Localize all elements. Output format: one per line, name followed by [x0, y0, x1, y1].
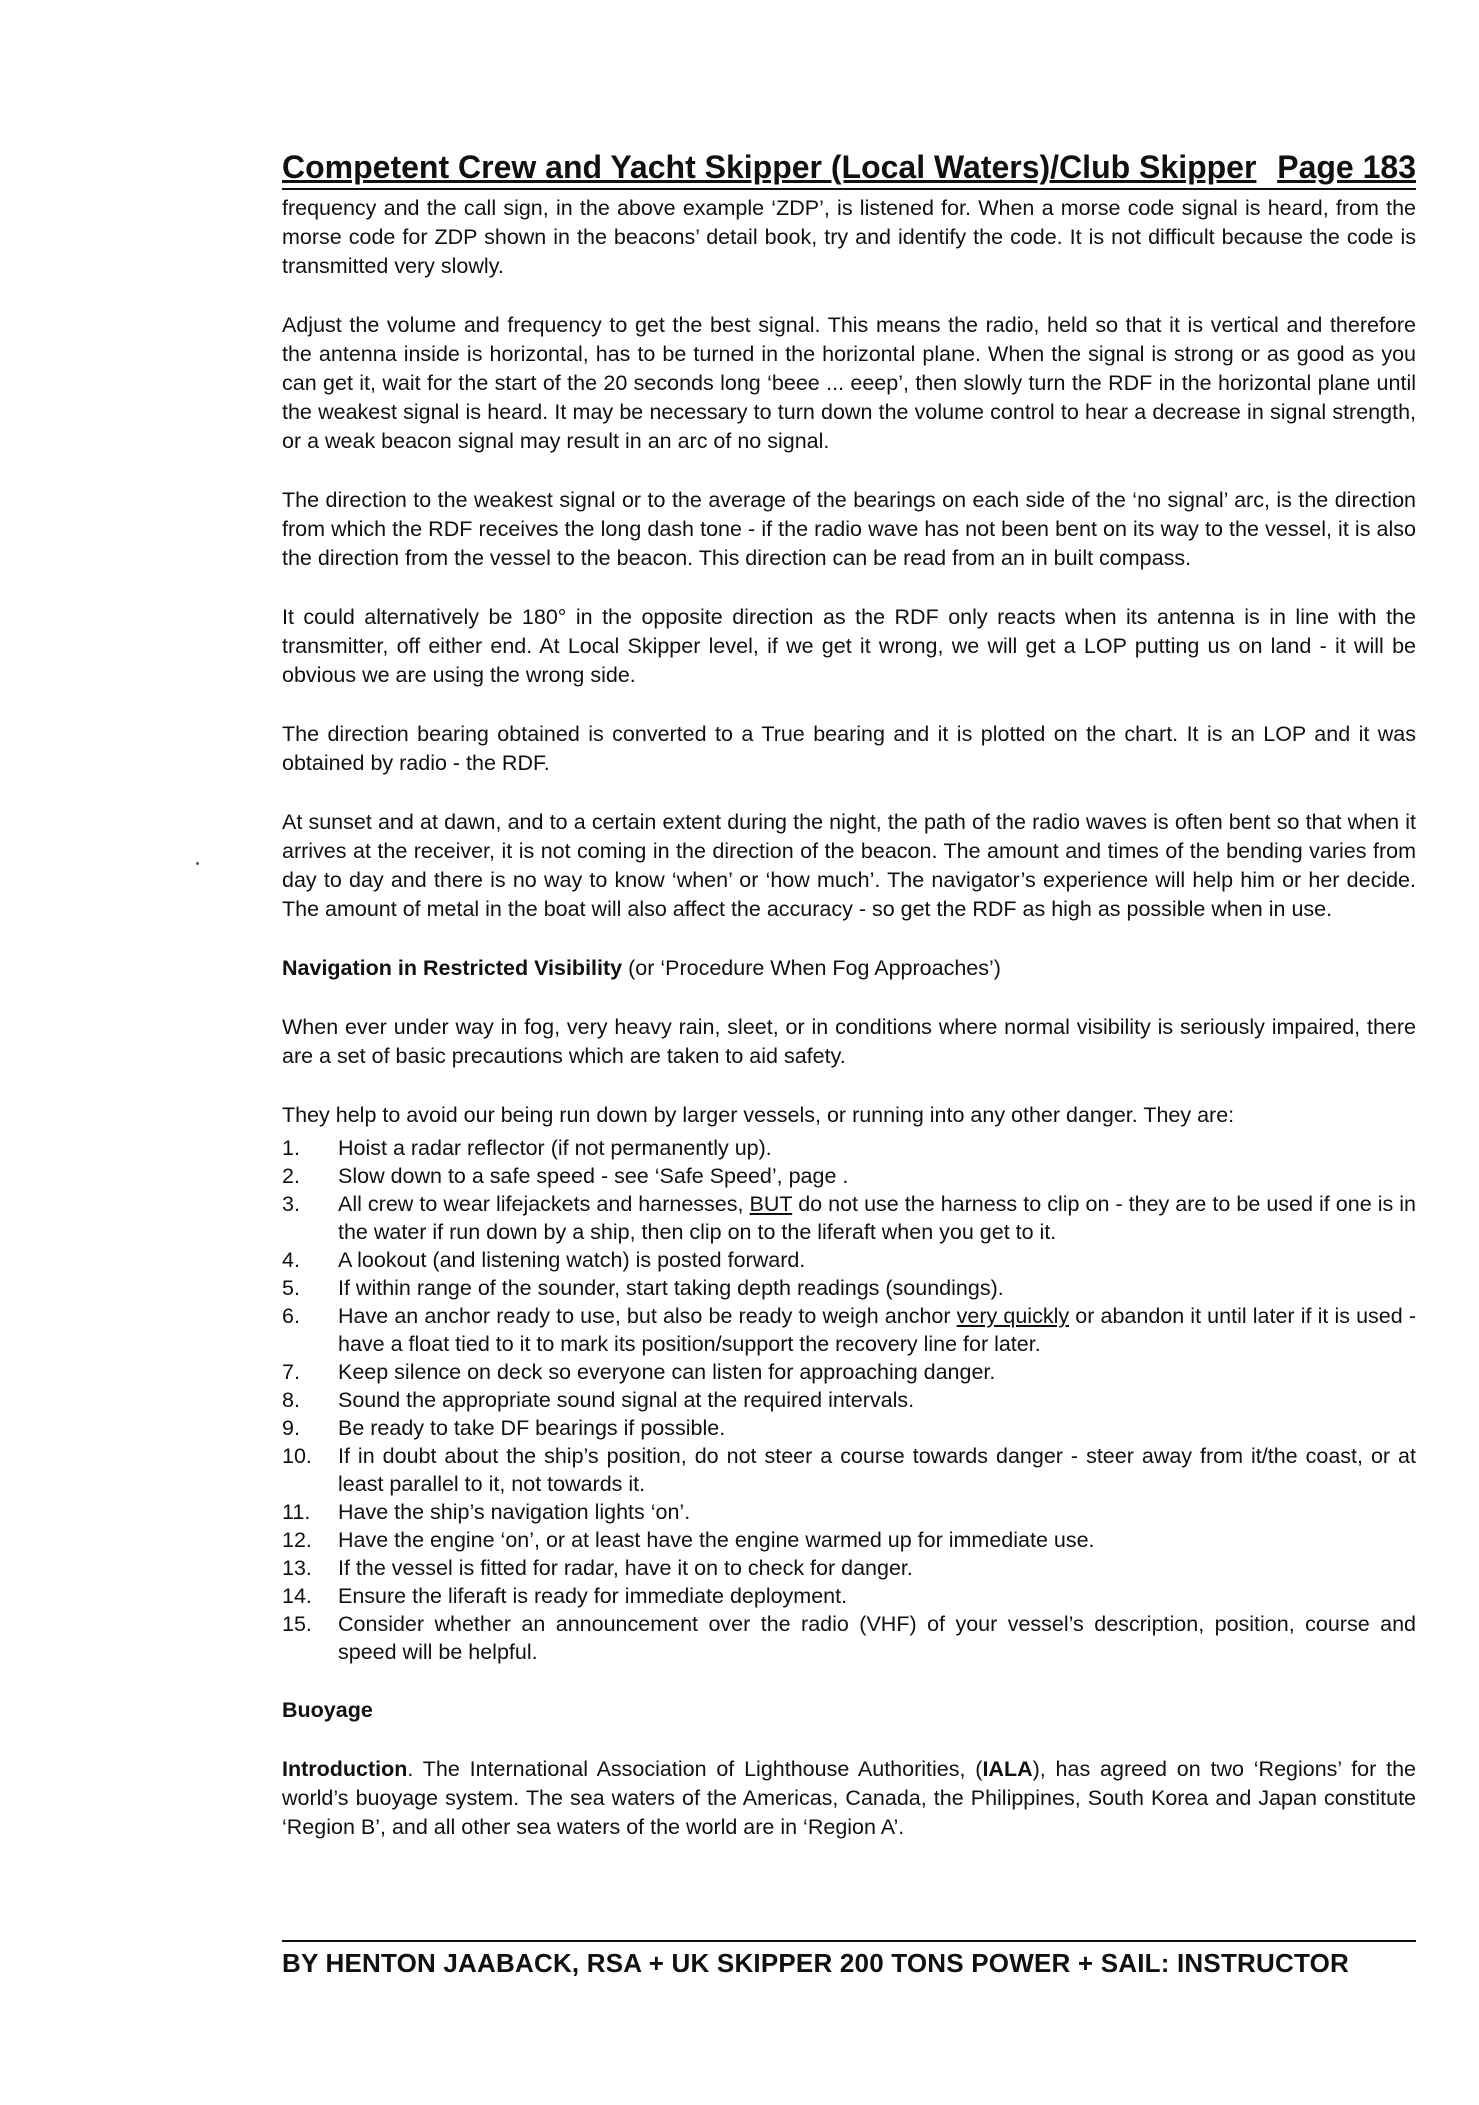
paragraph-opposite-direction: It could alternatively be 180° in the opposite direction as the RDF only reacts when its antenna is in line with the transmitter, off either end. At Local Skipper level, if we get it wrong, we will get a LOP putting us on land - it will be obvious we are using the wrong side.: [282, 605, 1416, 687]
list-text: Have the engine ‘on’, or at least have the engine warmed up for immediate use.: [338, 1528, 1095, 1552]
list-item: [282, 1274, 1416, 1302]
running-header: [282, 148, 1416, 190]
list-text: Sound the appropriate sound signal at the required intervals.: [338, 1388, 915, 1412]
list-number: 10.: [282, 1444, 312, 1468]
list-text: Hoist a radar reflector (if not permanently up).: [338, 1136, 772, 1160]
list-text: Be ready to take DF bearings if possible.: [338, 1416, 726, 1440]
paragraph-fog-intro: When ever under way in fog, very heavy rain, sleet, or in conditions where normal visibility is seriously impaired, there are a set of basic precautions which are taken to aid safety.: [282, 1015, 1416, 1068]
list-text: Keep silence on deck so everyone can listen for approaching danger.: [338, 1360, 996, 1384]
list-item: [282, 1162, 1416, 1190]
list-text-part: Have an anchor ready to use, but also be ready to weigh anchor: [338, 1304, 957, 1328]
heading-suffix: (or ‘Procedure When Fog Approaches’): [622, 956, 1001, 980]
list-item: [282, 1554, 1416, 1582]
heading-text: Navigation in Restricted Visibility: [282, 956, 623, 980]
list-item: [282, 1414, 1416, 1442]
list-number: 13.: [282, 1556, 312, 1580]
underlined-emphasis: BUT: [749, 1192, 793, 1216]
intro-label: Introduction: [282, 1757, 408, 1781]
running-footer: BY HENTON JAABACK, RSA + UK SKIPPER 200 TONS POWER + SAIL: INSTRUCTOR: [282, 1940, 1416, 1980]
list-number: 15.: [282, 1612, 312, 1636]
list-item: [282, 1190, 1416, 1246]
header-title: Competent Crew and Yacht Skipper (Local Waters)/Club Skipper: [282, 149, 1257, 185]
list-item: [282, 1302, 1416, 1358]
list-item: [282, 1442, 1416, 1498]
list-number: 12.: [282, 1528, 312, 1552]
list-item: [282, 1358, 1416, 1386]
list-text-part: All crew to wear lifejackets and harnesses,: [338, 1192, 750, 1216]
list-number: 6.: [282, 1304, 300, 1328]
list-number: 1.: [282, 1136, 300, 1160]
list-text: If in doubt about the ship’s position, do not steer a course towards danger - steer away from it/the coast, or at least parallel to it, not towards it.: [338, 1444, 1416, 1496]
paragraph-sunset-dawn: At sunset and at dawn, and to a certain extent during the night, the path of the radio waves is often bent so that when it arrives at the receiver, it is not coming in the direction of the beacon. The amount and times of the bending varies from day to day and there is no way to know ‘when’ or ‘how much’. The navigator’s experience will help him or her decide. The amount of metal in the boat will also affect the accuracy - so get the RDF as high as possible when in use.: [282, 810, 1416, 921]
margin-speck: [196, 862, 199, 865]
paragraph-weakest-signal: The direction to the weakest signal or to the average of the bearings on each side of the ‘no signal’ arc, is the direction from which the RDF receives the long dash tone - if the radio wave has not been bent on its way to the vessel, it is also the direction from the vessel to the beacon. This direction can be read from an in built compass.: [282, 488, 1416, 570]
list-number: 5.: [282, 1276, 300, 1300]
list-item: [282, 1246, 1416, 1274]
paragraph-adjust-volume: Adjust the volume and frequency to get the best signal. This means the radio, held so that it is vertical and therefore the antenna inside is horizontal, has to be turned in the horizontal plane. When the signal is strong or as good as you can get it, wait for the start of the 20 seconds long ‘beee ... eeep’, then slowly turn the RDF in the horizontal plane until the weakest signal is heard. It may be necessary to turn down the volume control to hear a decrease in signal strength, or a weak beacon signal may result in an arc of no signal.: [282, 313, 1416, 453]
list-item: [282, 1134, 1416, 1162]
list-item: [282, 1610, 1416, 1666]
list-number: 8.: [282, 1388, 300, 1412]
page-number: Page 183: [1277, 149, 1416, 185]
intro-text: . The International Association of Lighthouse Authorities, (: [407, 1757, 983, 1781]
list-item: [282, 1526, 1416, 1554]
list-item: [282, 1582, 1416, 1610]
list-text-part: do not use the harness to clip on - they are to be used if one is in the water if run down by a ship, then clip on to the liferaft when you get to it.: [338, 1192, 1416, 1244]
list-text: A lookout (and listening watch) is posted forward.: [338, 1248, 806, 1272]
list-text: If within range of the sounder, start taking depth readings (soundings).: [338, 1276, 1004, 1300]
list-number: 2.: [282, 1164, 300, 1188]
list-text: [338, 1190, 1416, 1246]
iala-acronym: IALA: [982, 1757, 1033, 1781]
precautions-list: [282, 1134, 1416, 1666]
document-page: [282, 148, 1416, 1872]
paragraph-buoyage-intro: [282, 1755, 1416, 1842]
list-text-part: or abandon it until later if it is used - have a float tied to it to mark its position/support the recovery line for later.: [338, 1304, 1416, 1356]
list-number: 3.: [282, 1192, 300, 1216]
list-item: [282, 1386, 1416, 1414]
list-number: 7.: [282, 1360, 300, 1384]
list-item: [282, 1498, 1416, 1526]
list-text: Slow down to a safe speed - see ‘Safe Speed’, page .: [338, 1164, 849, 1188]
list-text: [338, 1302, 1416, 1358]
list-text: Consider whether an announcement over the radio (VHF) of your vessel’s description, position, course and speed will be helpful.: [338, 1612, 1416, 1664]
intro-text: ), has agreed on two ‘Regions’ for the world’s buoyage system. The sea waters of the Americas, Canada, the Philippines, South Korea and Japan constitute ‘Region B’, and all other sea waters of the world are in ‘Region A’.: [282, 1757, 1416, 1839]
section-heading-restricted-visibility: [282, 954, 1416, 983]
paragraph-morse-code: frequency and the call sign, in the above example ‘ZDP’, is listened for. When a morse code signal is heard, from the morse code for ZDP shown in the beacons’ detail book, try and identify the code. It is not difficult because the code is transmitted very slowly.: [282, 196, 1416, 278]
list-number: 9.: [282, 1416, 300, 1440]
list-number: 14.: [282, 1584, 312, 1608]
list-text: Have the ship’s navigation lights ‘on’.: [338, 1500, 691, 1524]
list-number: 11.: [282, 1500, 311, 1524]
section-heading-buoyage: Buoyage: [282, 1698, 373, 1722]
list-number: 4.: [282, 1248, 300, 1272]
paragraph-true-bearing: The direction bearing obtained is converted to a True bearing and it is plotted on the chart. It is an LOP and it was obtained by radio - the RDF.: [282, 722, 1416, 775]
list-text: Ensure the liferaft is ready for immediate deployment.: [338, 1584, 848, 1608]
list-text: If the vessel is fitted for radar, have it on to check for danger.: [338, 1556, 913, 1580]
underlined-emphasis: very quickly: [956, 1304, 1070, 1328]
paragraph-list-intro: They help to avoid our being run down by larger vessels, or running into any other danger. They are:: [282, 1103, 1235, 1127]
